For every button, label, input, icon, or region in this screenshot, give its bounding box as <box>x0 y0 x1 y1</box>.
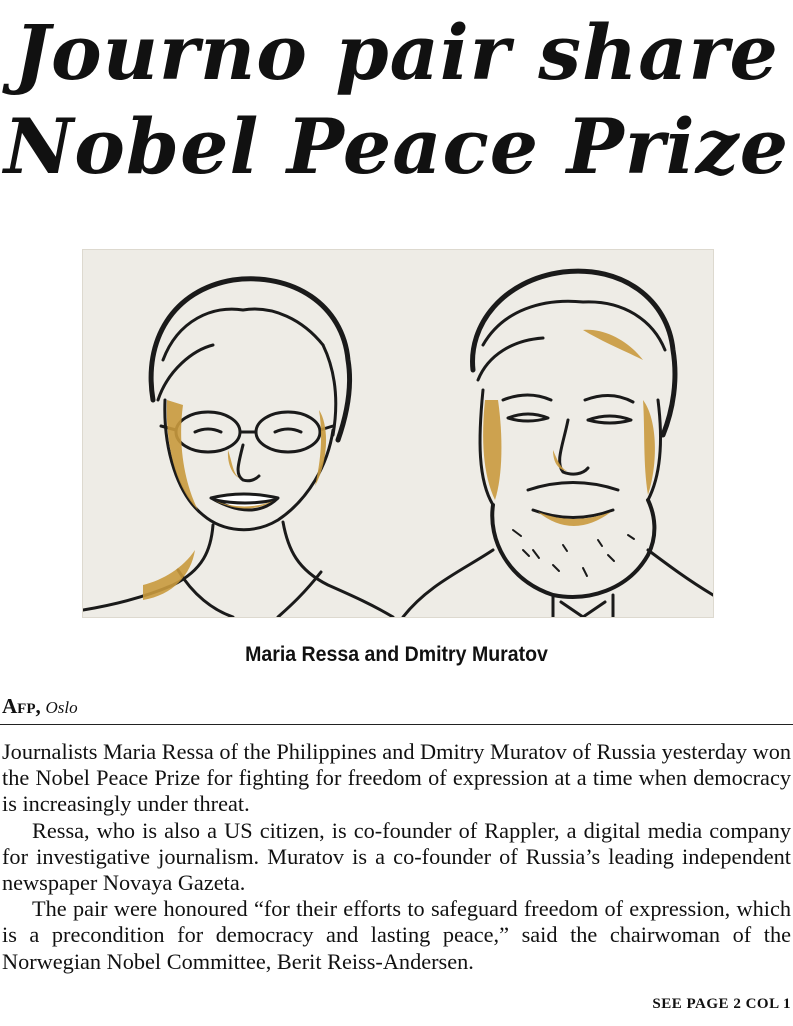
laureates-illustration <box>82 249 714 618</box>
byline-place: Oslo <box>45 698 78 717</box>
article-paragraph: The pair were honoured “for their efforts to safeguard freedom of expression, which is a precondition for democracy and lasting peace,” said the chairwoman of the Norwegian Nobel Committee, Berit Reiss-Andersen. <box>2 896 791 974</box>
headline-line-2: Nobel Peace Prize <box>3 102 790 191</box>
byline <box>2 694 78 719</box>
continuation-jump: SEE PAGE 2 COL 1 <box>652 996 791 1012</box>
headline <box>0 6 793 194</box>
portrait-right <box>403 271 713 617</box>
article-body <box>2 739 791 975</box>
byline-divider <box>0 724 793 725</box>
photo-caption: Maria Ressa and Dmitry Muratov <box>245 643 548 666</box>
portrait-left <box>83 279 393 617</box>
article-paragraph: Journalists Maria Ressa of the Philippines and Dmitry Muratov of Russia yesterday won the Nobel Peace Prize for fighting for freedom of expression at a time when democracy is increasingly under threat. <box>2 739 791 817</box>
headline-line-1: Journo pair share <box>14 8 779 97</box>
gold-accents-right <box>483 330 655 526</box>
article-paragraph: Ressa, who is also a US citizen, is co-founder of Rappler, a digital media company for investigative journalism. Muratov is a co-founder of Russia’s leading independent newspaper Novaya Gazeta. <box>2 817 791 896</box>
byline-agency: Afp, <box>2 694 41 718</box>
